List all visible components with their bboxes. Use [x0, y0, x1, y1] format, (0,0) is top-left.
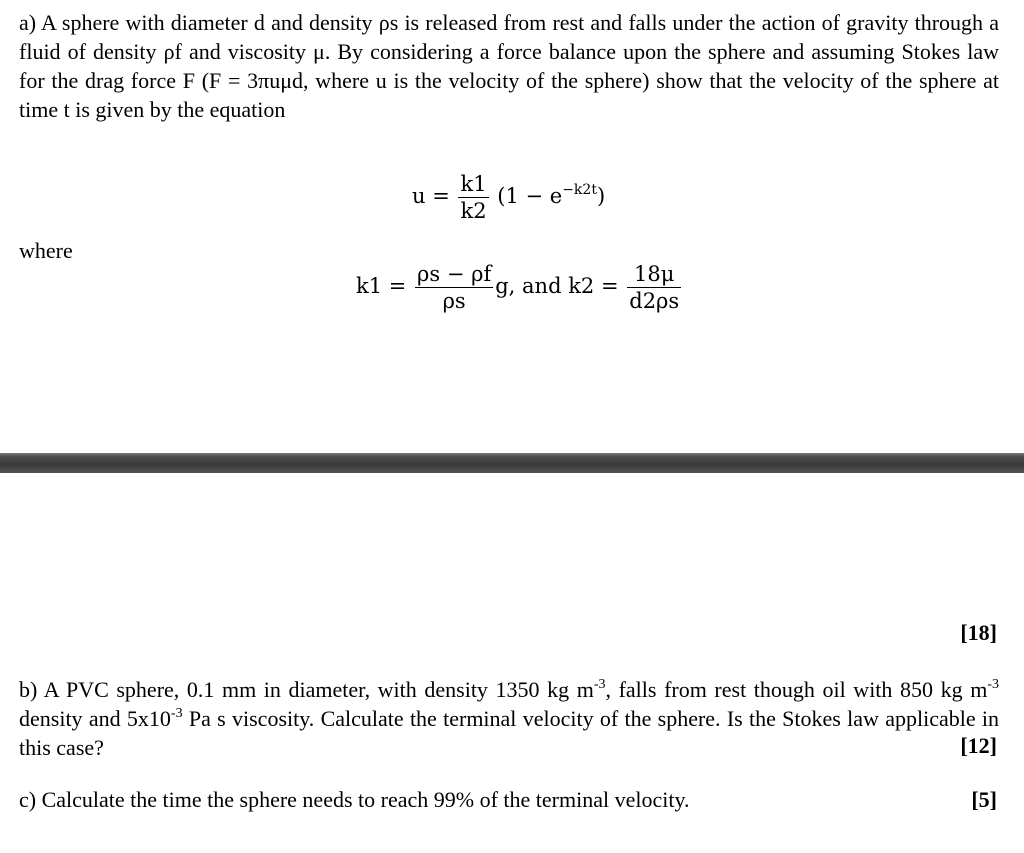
marks-part-a: [18]	[960, 620, 997, 645]
question-part-c: c) Calculate the time the sphere needs to reach 99% of the terminal velocity.	[19, 787, 690, 812]
k1-tail: g, and	[495, 274, 562, 298]
k1-numerator: ρs − ρf	[417, 262, 492, 286]
u-lhs: u =	[412, 184, 450, 208]
part-a-text: a) A sphere with diameter d and density ρs is released from rest and falls under the action of gravity through a fluid of density ρf and viscosity μ. By considering a force balance upon the sphere and assuming Stokes law for the drag force F (F = 3πuμd, where u is the velocity of the sphere) show that the velocity of the sphere at time t is given by the equation	[19, 10, 999, 122]
section-divider	[0, 453, 1024, 473]
velocity-equation	[412, 172, 605, 223]
part-b-text-1: b) A PVC sphere, 0.1 mm in diameter, with density 1350 kg m	[19, 677, 594, 702]
k1-fraction	[415, 262, 493, 313]
part-b-exponent-3: -3	[170, 706, 183, 721]
exponential-term-open: (1 − e	[497, 184, 563, 208]
part-b-text-2: , falls from rest though oil with 850 kg m	[605, 677, 988, 702]
exponential-term-close: )	[596, 184, 606, 208]
k1-lhs: k1 =	[356, 274, 407, 298]
question-part-a	[19, 8, 999, 124]
part-b-exponent-2: -3	[987, 677, 999, 692]
marks-part-c: [5]	[971, 787, 997, 812]
constants-equation	[356, 262, 683, 313]
part-b-text-4: Pa s viscosity. Calculate the terminal velocity of the sphere. Is the Stokes law applicable in this case?	[19, 706, 999, 760]
k2-denominator: d2ρs	[629, 289, 680, 313]
part-b-text-3: density and 5x10	[19, 706, 171, 731]
k2-lhs: k2 =	[568, 274, 619, 298]
where-label: where	[19, 238, 73, 263]
k1-denominator: ρs	[442, 289, 466, 313]
question-part-b	[19, 675, 999, 762]
fraction-denominator: k2	[460, 199, 487, 223]
marks-part-b: [12]	[960, 733, 997, 758]
k2-fraction	[627, 262, 681, 313]
exponent: −k2t	[562, 182, 597, 198]
k2-numerator: 18μ	[627, 262, 681, 288]
part-b-exponent-1: -3	[593, 677, 606, 692]
k1-over-k2-fraction	[458, 172, 488, 223]
fraction-numerator: k1	[460, 172, 487, 196]
